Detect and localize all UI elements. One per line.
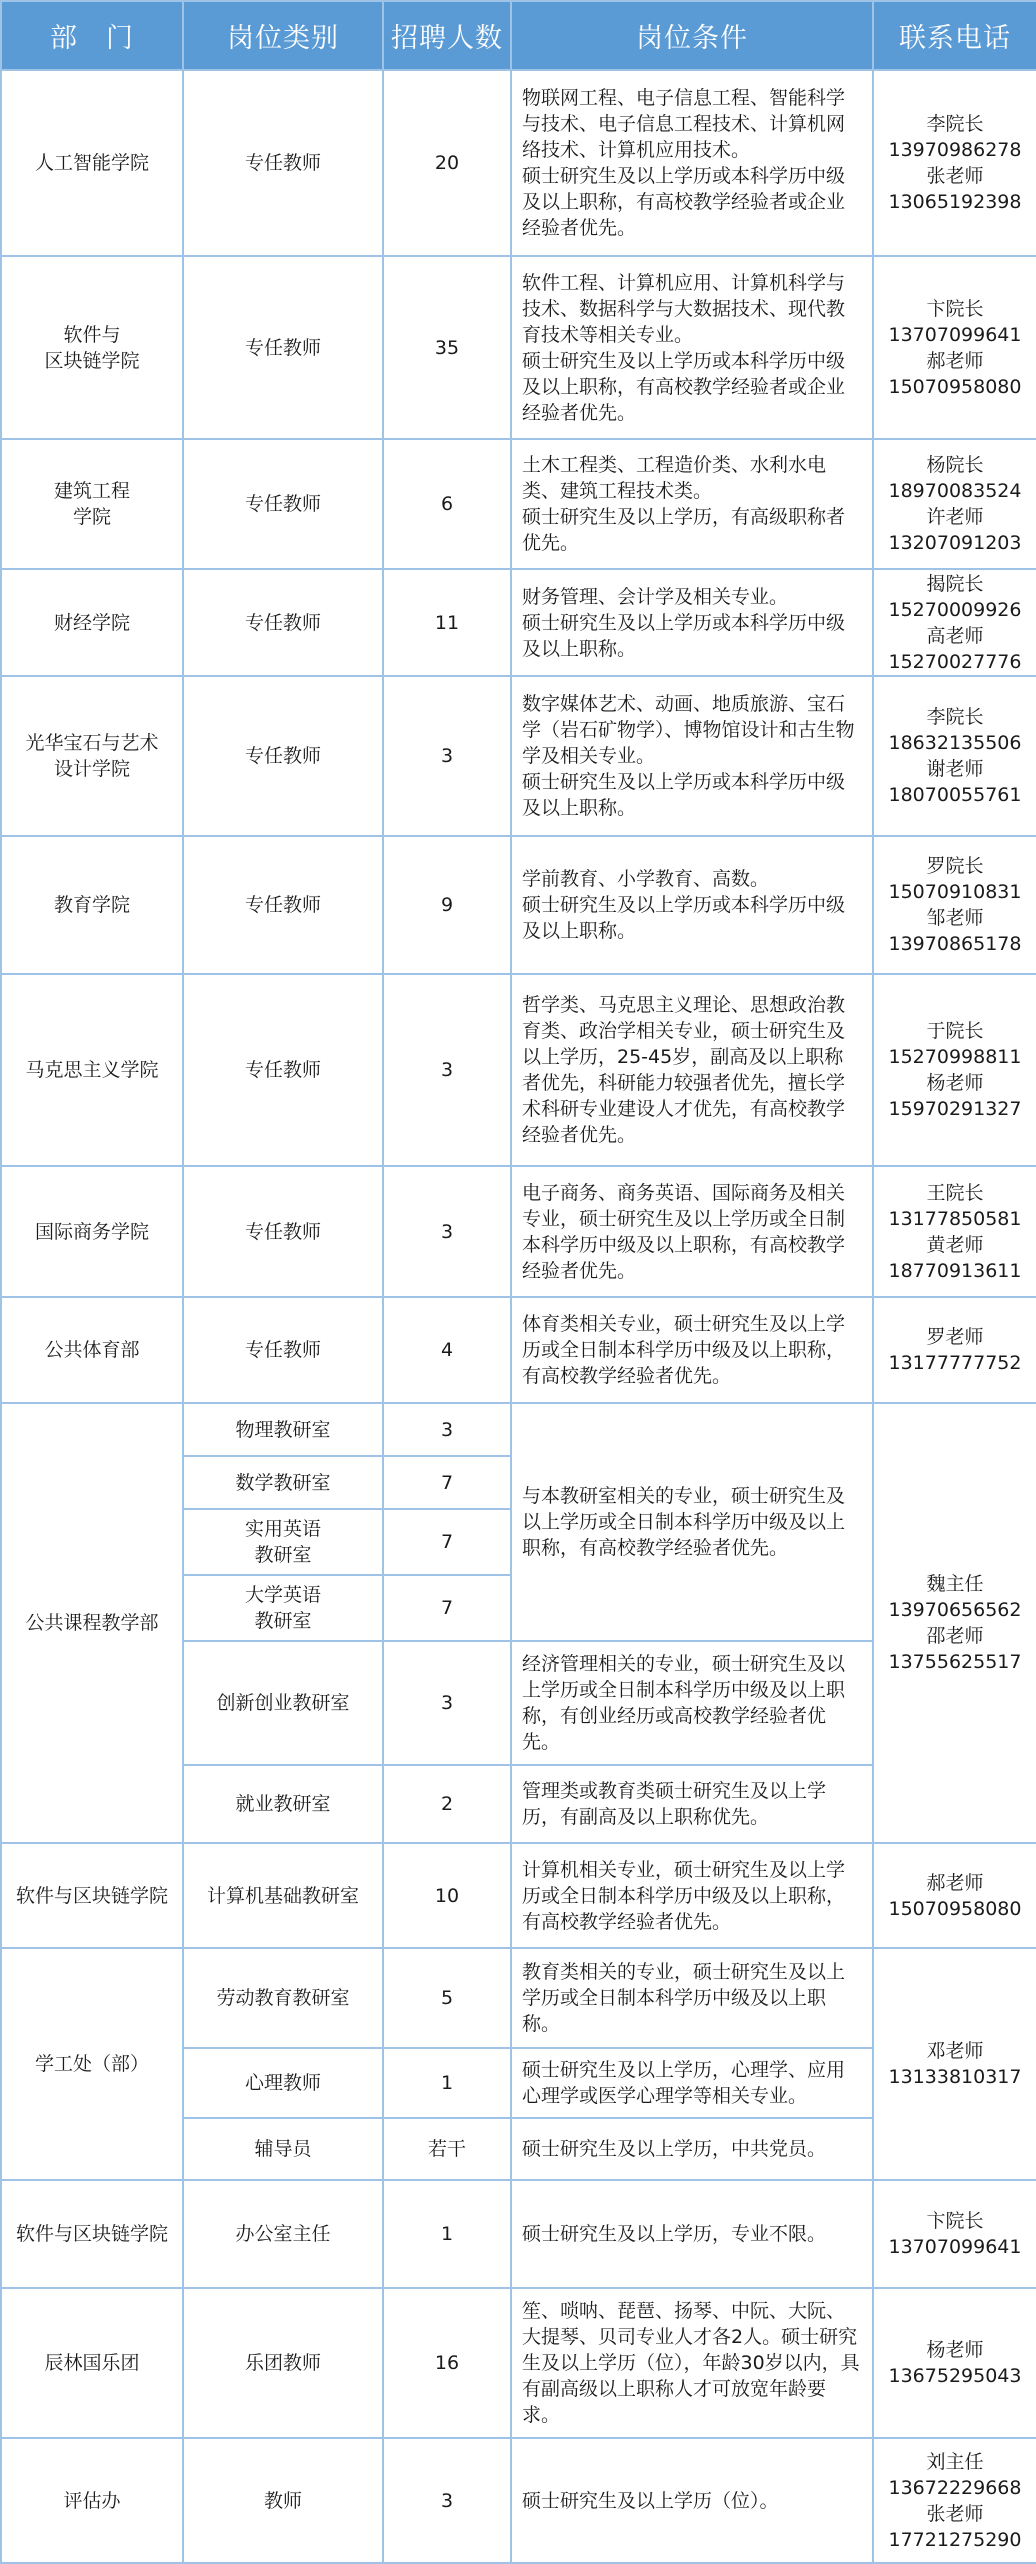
department-cell: 软件与 区块链学院 <box>1 256 183 439</box>
department-cell: 建筑工程 学院 <box>1 439 183 569</box>
headcount-cell: 11 <box>383 569 511 676</box>
table-row <box>1 676 1036 836</box>
requirements-cell: 财务管理、会计学及相关专业。 硕士研究生及以上学历或本科学历中级及以上职称。 <box>511 569 873 676</box>
department-cell: 人工智能学院 <box>1 70 183 256</box>
requirements-cell: 硕士研究生及以上学历，专业不限。 <box>511 2180 873 2288</box>
table-row <box>1 2180 1036 2288</box>
requirements-cell: 哲学类、马克思主义理论、思想政治教育类、政治学相关专业，硕士研究生及以上学历，25-45岁，副高及以上职称者优先，科研能力较强者优先，擅长学术科研专业建设人才优先，有高校教学经验者优先。 <box>511 974 873 1166</box>
headcount-cell: 3 <box>383 2438 511 2563</box>
headcount-cell: 9 <box>383 836 511 974</box>
contact-cell: 魏主任 13970656562 邵老师 13755625517 <box>873 1403 1036 1843</box>
department-cell: 学工处（部） <box>1 1948 183 2180</box>
requirements-cell: 物联网工程、电子信息工程、智能科学与技术、电子信息工程技术、计算机网络技术、计算机应用技术。 硕士研究生及以上学历或本科学历中级及以上职称，有高校教学经验者或企业经验者优先。 <box>511 70 873 256</box>
headcount-cell: 7 <box>383 1509 511 1575</box>
contact-cell: 卞院长 13707099641 <box>873 2180 1036 2288</box>
department-cell: 公共体育部 <box>1 1297 183 1403</box>
requirements-cell: 管理类或教育类硕士研究生及以上学历，有副高及以上职称优先。 <box>511 1765 873 1843</box>
department-cell: 光华宝石与艺术 设计学院 <box>1 676 183 836</box>
requirements-cell: 硕士研究生及以上学历，心理学、应用心理学或医学心理学等相关专业。 <box>511 2048 873 2118</box>
position-type-cell: 专任教师 <box>183 256 383 439</box>
headcount-cell: 35 <box>383 256 511 439</box>
department-cell: 评估办 <box>1 2438 183 2563</box>
position-type-cell: 心理教师 <box>183 2048 383 2118</box>
contact-cell: 郝老师 15070958080 <box>873 1843 1036 1948</box>
position-type-cell: 专任教师 <box>183 676 383 836</box>
contact-cell: 王院长 13177850581 黄老师 18770913611 <box>873 1166 1036 1297</box>
contact-cell: 李院长 18632135506 谢老师 18070055761 <box>873 676 1036 836</box>
headcount-cell: 7 <box>383 1456 511 1509</box>
requirements-cell: 体育类相关专业，硕士研究生及以上学历或全日制本科学历中级及以上职称，有高校教学经验者优先。 <box>511 1297 873 1403</box>
header-contact: 联系电话 <box>873 1 1036 70</box>
contact-cell: 于院长 15270998811 杨老师 15970291327 <box>873 974 1036 1166</box>
header-row <box>1 1 1036 70</box>
header-headcount: 招聘人数 <box>383 1 511 70</box>
position-type-cell: 专任教师 <box>183 836 383 974</box>
department-cell: 辰林国乐团 <box>1 2288 183 2438</box>
position-type-cell: 专任教师 <box>183 1297 383 1403</box>
headcount-cell: 16 <box>383 2288 511 2438</box>
table-row <box>1 836 1036 974</box>
headcount-cell: 3 <box>383 1403 511 1456</box>
requirements-cell: 教育类相关的专业，硕士研究生及以上学历或全日制本科学历中级及以上职称。 <box>511 1948 873 2048</box>
headcount-cell: 5 <box>383 1948 511 2048</box>
headcount-cell: 3 <box>383 1166 511 1297</box>
contact-cell: 杨老师 13675295043 <box>873 2288 1036 2438</box>
requirements-cell: 与本教研室相关的专业，硕士研究生及以上学历或全日制本科学历中级及以上职称，有高校教学经验者优先。 <box>511 1403 873 1641</box>
table-row <box>1 569 1036 676</box>
position-type-cell: 专任教师 <box>183 569 383 676</box>
contact-cell: 卞院长 13707099641 郝老师 15070958080 <box>873 256 1036 439</box>
requirements-cell: 土木工程类、工程造价类、水利水电类、建筑工程技术类。 硕士研究生及以上学历，有高级职称者优先。 <box>511 439 873 569</box>
contact-cell: 邓老师 13133810317 <box>873 1948 1036 2180</box>
contact-cell: 罗老师 13177777752 <box>873 1297 1036 1403</box>
position-type-cell: 专任教师 <box>183 1166 383 1297</box>
table-row <box>1 439 1036 569</box>
contact-cell: 刘主任 13672229668 张老师 17721275290 <box>873 2438 1036 2563</box>
requirements-cell: 数字媒体艺术、动画、地质旅游、宝石学（岩石矿物学）、博物馆设计和古生物学及相关专业。 硕士研究生及以上学历或本科学历中级及以上职称。 <box>511 676 873 836</box>
headcount-cell: 3 <box>383 1641 511 1765</box>
position-type-cell: 教师 <box>183 2438 383 2563</box>
position-type-cell: 实用英语 教研室 <box>183 1509 383 1575</box>
headcount-cell: 6 <box>383 439 511 569</box>
table-row <box>1 2438 1036 2563</box>
department-cell: 财经学院 <box>1 569 183 676</box>
headcount-cell: 1 <box>383 2048 511 2118</box>
headcount-cell: 20 <box>383 70 511 256</box>
contact-cell: 揭院长 15270009926 高老师 15270027776 <box>873 569 1036 676</box>
table-row <box>1 1297 1036 1403</box>
requirements-cell: 笙、唢呐、琵琶、扬琴、中阮、大阮、大提琴、贝司专业人才各2人。硕士研究生及以上学历（位），年龄30岁以内，具有副高级以上职称人才可放宽年龄要求。 <box>511 2288 873 2438</box>
contact-cell: 杨院长 18970083524 许老师 13207091203 <box>873 439 1036 569</box>
position-type-cell: 辅导员 <box>183 2118 383 2180</box>
table-row <box>1 974 1036 1166</box>
position-type-cell: 办公室主任 <box>183 2180 383 2288</box>
position-type-cell: 创新创业教研室 <box>183 1641 383 1765</box>
table-row <box>1 1403 1036 1456</box>
table-row <box>1 1166 1036 1297</box>
headcount-cell: 4 <box>383 1297 511 1403</box>
table-row <box>1 1948 1036 2048</box>
table-row <box>1 70 1036 256</box>
table-row <box>1 256 1036 439</box>
requirements-cell: 计算机相关专业，硕士研究生及以上学历或全日制本科学历中级及以上职称，有高校教学经验者优先。 <box>511 1843 873 1948</box>
requirements-cell: 学前教育、小学教育、高数。 硕士研究生及以上学历或本科学历中级及以上职称。 <box>511 836 873 974</box>
requirements-cell: 硕士研究生及以上学历，中共党员。 <box>511 2118 873 2180</box>
position-type-cell: 大学英语 教研室 <box>183 1575 383 1641</box>
department-cell: 公共课程教学部 <box>1 1403 183 1843</box>
contact-cell: 李院长 13970986278 张老师 13065192398 <box>873 70 1036 256</box>
requirements-cell: 软件工程、计算机应用、计算机科学与技术、数据科学与大数据技术、现代教育技术等相关专业。 硕士研究生及以上学历或本科学历中级及以上职称，有高校教学经验者或企业经验者优先。 <box>511 256 873 439</box>
position-type-cell: 计算机基础教研室 <box>183 1843 383 1948</box>
headcount-cell: 若干 <box>383 2118 511 2180</box>
headcount-cell: 3 <box>383 676 511 836</box>
headcount-cell: 3 <box>383 974 511 1166</box>
header-requirements: 岗位条件 <box>511 1 873 70</box>
department-cell: 软件与区块链学院 <box>1 1843 183 1948</box>
header-department: 部 门 <box>1 1 183 70</box>
department-cell: 马克思主义学院 <box>1 974 183 1166</box>
position-type-cell: 物理教研室 <box>183 1403 383 1456</box>
table-row <box>1 1843 1036 1948</box>
department-cell: 教育学院 <box>1 836 183 974</box>
department-cell: 国际商务学院 <box>1 1166 183 1297</box>
position-type-cell: 劳动教育教研室 <box>183 1948 383 2048</box>
position-type-cell: 专任教师 <box>183 974 383 1166</box>
position-type-cell: 就业教研室 <box>183 1765 383 1843</box>
headcount-cell: 2 <box>383 1765 511 1843</box>
requirements-cell: 电子商务、商务英语、国际商务及相关专业，硕士研究生及以上学历或全日制本科学历中级及以上职称，有高校教学经验者优先。 <box>511 1166 873 1297</box>
position-type-cell: 专任教师 <box>183 439 383 569</box>
requirements-cell: 经济管理相关的专业，硕士研究生及以上学历或全日制本科学历中级及以上职称，有创业经历或高校教学经验者优先。 <box>511 1641 873 1765</box>
position-type-cell: 专任教师 <box>183 70 383 256</box>
position-type-cell: 数学教研室 <box>183 1456 383 1509</box>
table-row <box>1 2288 1036 2438</box>
headcount-cell: 10 <box>383 1843 511 1948</box>
header-position-type: 岗位类别 <box>183 1 383 70</box>
requirements-cell: 硕士研究生及以上学历（位）。 <box>511 2438 873 2563</box>
headcount-cell: 7 <box>383 1575 511 1641</box>
department-cell: 软件与区块链学院 <box>1 2180 183 2288</box>
headcount-cell: 1 <box>383 2180 511 2288</box>
position-type-cell: 乐团教师 <box>183 2288 383 2438</box>
contact-cell: 罗院长 15070910831 邹老师 13970865178 <box>873 836 1036 974</box>
